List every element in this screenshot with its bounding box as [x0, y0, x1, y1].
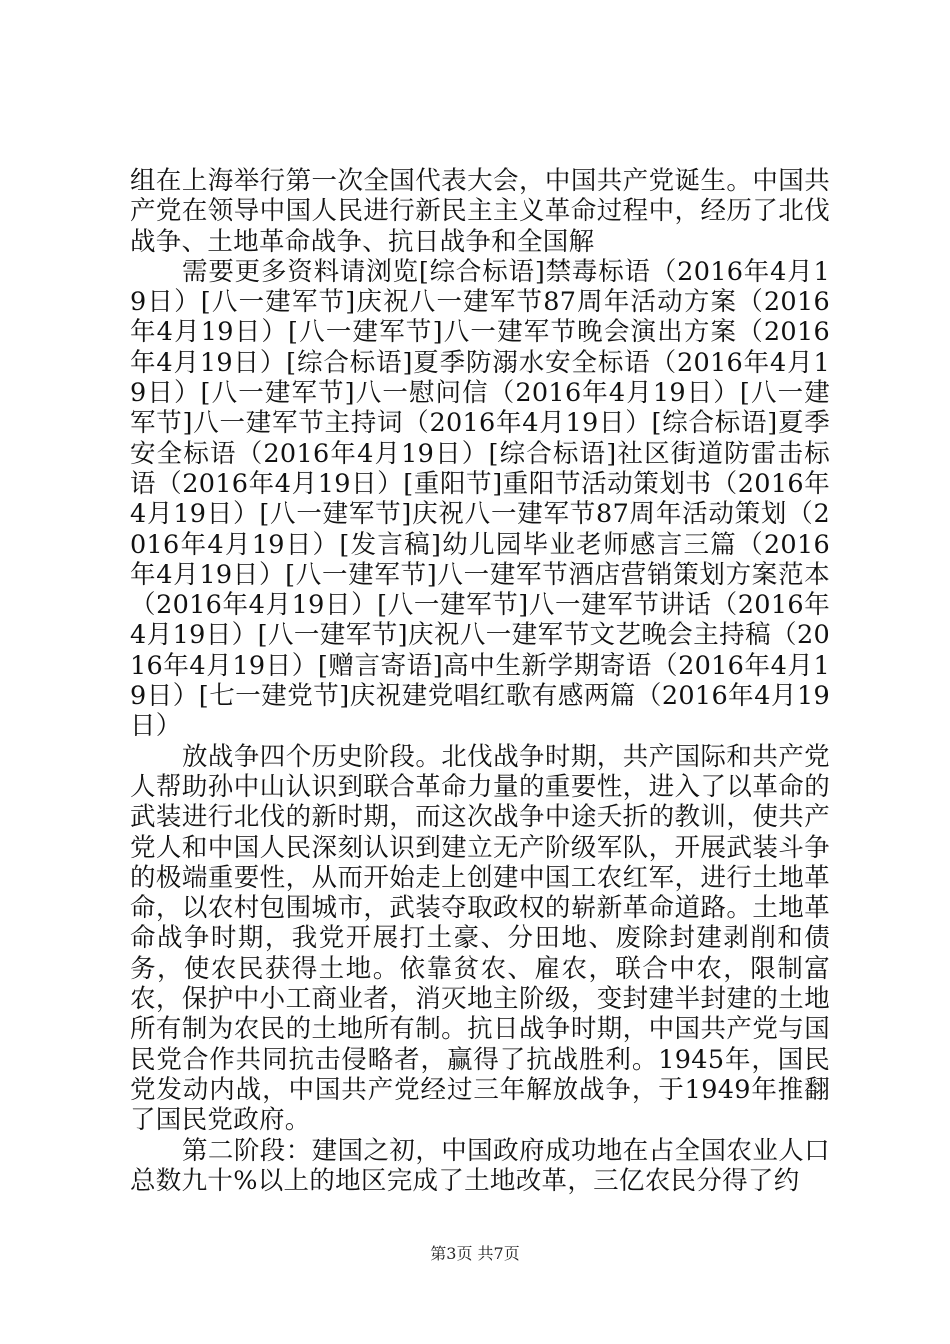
paragraph-revolution-history: 放战争四个历史阶段。北伐战争时期，共产国际和共产党人帮助孙中山认识到联合革命力量的重要性，进入了以革命的武装进行北伐的新时期，而这次战争中途夭折的教训，使共产党人和中国人民深刻认识到建立无产阶级军队，开展武装斗争的极端重要性，从而开始走上创建中国工农红军，进行土地革命，以农村包围城市，武装夺取政权的崭新革命道路。土地革命战争时期，我党开展打土豪、分田地、废除封建剥削和债务，使农民获得土地。依靠贫农、雇农，联合中农，限制富农，保护中小工商业者，消灭地主阶级，变封建半封建的土地所有制为农民的土地所有制。抗日战争时期，中国共产党与国民党合作共同抗击侵略者，赢得了抗战胜利。1945年，国民党发动内战，中国共产党经过三年解放战争，于1949年推翻了国民党政府。 — [130, 741, 830, 1136]
document-body — [130, 166, 830, 1196]
paragraph-second-stage: 第二阶段：建国之初，中国政府成功地在占全国农业人口总数九十%以上的地区完成了土地改革，三亿农民分得了约 — [130, 1135, 830, 1196]
paragraph-continuation: 组在上海举行第一次全国代表大会，中国共产党诞生。中国共产党在领导中国人民进行新民主主义革命过程中，经历了北伐战争、土地革命战争、抗日战争和全国解 — [130, 166, 830, 257]
paragraph-resource-links: 需要更多资料请浏览[综合标语]禁毒标语（2016年4月19日）[八一建军节]庆祝八一建军节87周年活动方案（2016年4月19日）[八一建军节]八一建军节晚会演出方案（2016年4月19日）[综合标语]夏季防溺水安全标语（2016年4月19日）[八一建军节]八一慰问信（2016年4月19日）[八一建军节]八一建军节主持词（2016年4月19日）[综合标语]夏季安全标语（2016年4月19日）[综合标语]社区街道防雷击标语（2016年4月19日）[重阳节]重阳节活动策划书（2016年4月19日）[八一建军节]庆祝八一建军节87周年活动策划（2016年4月19日）[发言稿]幼儿园毕业老师感言三篇（2016年4月19日）[八一建军节]八一建军节酒店营销策划方案范本（2016年4月19日）[八一建军节]八一建军节讲话（2016年4月19日）[八一建军节]庆祝八一建军节文艺晚会主持稿（2016年4月19日）[赠言寄语]高中生新学期寄语（2016年4月19日）[七一建党节]庆祝建党唱红歌有感两篇（2016年4月19日） — [130, 256, 830, 742]
page-number-footer: 第3页 共7页 — [430, 1244, 520, 1263]
